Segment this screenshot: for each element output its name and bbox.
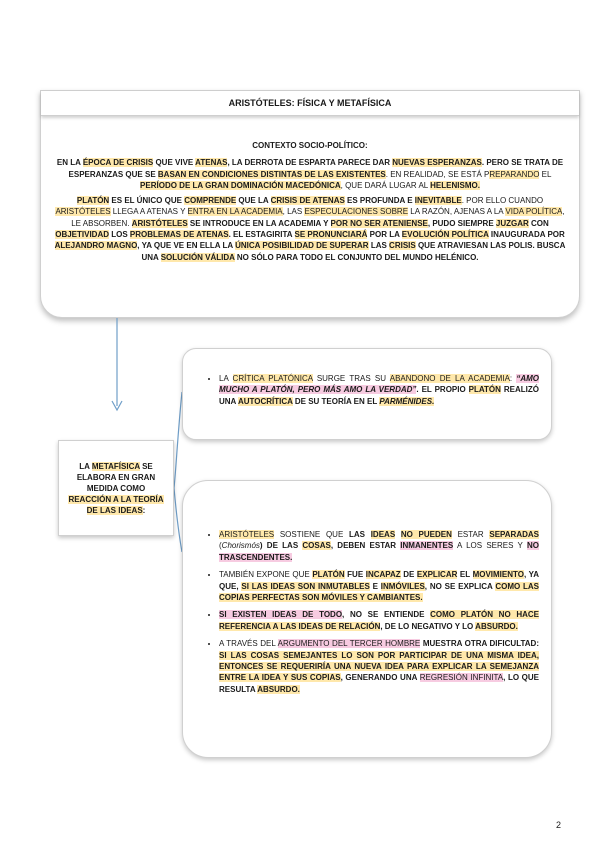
text: , NO SE ENTIENDE: [342, 610, 431, 620]
text: A LOS SERES Y: [453, 541, 527, 551]
metafisica-text: [65, 461, 167, 516]
text: :: [509, 374, 517, 383]
highlight: CRISIS DE ATENAS: [270, 196, 345, 206]
text: POR LA: [367, 230, 402, 240]
text: REALIZÓ UNA: [219, 385, 539, 406]
highlight: SOLUCIÓN VÁLIDA: [160, 252, 235, 262]
highlight: ARGUMENTO DEL TERCER HOMBRE: [277, 639, 421, 649]
text: , YA QUE VE EN ELLA LA: [137, 241, 236, 251]
text: LAS: [368, 241, 390, 251]
highlight: REPARANDO: [489, 169, 540, 179]
text: A TRAVÉS DEL: [219, 639, 278, 649]
context-heading: CONTEXTO SOCIO-POLÍTICO:: [252, 141, 368, 150]
highlight: ATENAS: [195, 158, 228, 168]
text: DE: [400, 570, 417, 580]
text: QUE LA: [236, 196, 271, 206]
text: SOSTIENE QUE: [274, 530, 349, 539]
highlight: REACCIÓN A LA TEORÍA DE LAS IDEAS: [68, 494, 164, 515]
arguments-box: [182, 480, 552, 758]
critique-list: [205, 373, 539, 407]
highlight: ARISTÓTELES: [131, 218, 188, 228]
highlight: COMO PLATÓN NO HACE REFERENCIA A LAS IDEAS DE RELACIÓN: [219, 610, 540, 631]
highlight: INCAPAZ: [365, 570, 401, 580]
highlight: SI EXISTEN IDEAS DE TODO: [219, 610, 343, 620]
highlight: INMANENTES: [400, 541, 454, 551]
highlight: COMPRENDE: [184, 196, 237, 206]
text: , LAS: [282, 207, 305, 217]
highlight: EVOLUCIÓN POLÍTICA: [401, 230, 489, 240]
text: FUE: [344, 570, 366, 580]
text: INAUGURADA POR: [488, 230, 565, 240]
text: LA RAZÓN, AJENAS A LA: [408, 207, 506, 217]
text: MUESTRA OTRA DIFICULTAD:: [420, 639, 540, 649]
highlight: INEVITABLE: [414, 196, 462, 206]
text: QUE VIVE: [153, 158, 196, 168]
highlight: ARISTÓTELES: [219, 530, 275, 539]
highlight: COMO LAS COPIAS PERFECTAS SON MÓVILES Y CAMBIANTES.: [219, 581, 540, 603]
highlight: PERÍODO DE LA GRAN DOMINACIÓN MACEDÓNICA: [140, 180, 341, 190]
highlight: ÚNICA POSIBILIDAD DE SUPERAR: [235, 241, 369, 251]
text: . POR ELLO CUANDO: [461, 196, 544, 206]
text: , YA QUE,: [219, 570, 539, 591]
text: . EL ESTAGIRITA: [228, 230, 295, 240]
highlight: SEPARADAS: [489, 530, 539, 539]
text: . EL PROPIO: [416, 385, 469, 395]
highlight: PARMÉNIDES.: [379, 396, 435, 406]
highlight: NO TRASCENDENTES.: [219, 541, 539, 562]
text: , LO QUE RESULTA: [219, 673, 540, 694]
highlight: PLATÓN: [312, 570, 345, 580]
text: , DEBEN ESTAR: [330, 541, 401, 551]
text: , LE ABSORBEN.: [71, 207, 565, 228]
highlight: OBJETIVIDAD: [55, 230, 110, 240]
text: , QUE DARÁ LUGAR AL: [340, 180, 431, 190]
highlight: ENTRA EN LA ACADEMIA: [187, 207, 283, 217]
highlight: SI LAS COSAS SEMEJANTES LO SON POR PARTICIPAR DE UNA MISMA IDEA, ENTONCES SE REQUERIRÍA UNA NUEVA IDEA PARA EXPLICAR LA SEMEJANZA ENTRE LA IDEA Y SUS COPIAS: [219, 650, 539, 683]
list-item: [219, 609, 539, 632]
text: LOS: [109, 230, 130, 240]
highlight: SI LAS IDEAS SON INMUTABLES: [241, 581, 370, 591]
critique-box: [182, 348, 552, 440]
text: DE SU TEORÍA EN EL: [292, 396, 380, 406]
lower-branch-connector: [174, 488, 182, 552]
highlight: ABSURDO.: [257, 684, 300, 694]
highlight: ARISTÓTELES: [55, 207, 111, 217]
list-item: [219, 638, 539, 695]
text: SE ELABORA EN GRAN MEDIDA COMO: [76, 461, 156, 493]
highlight: ESPECULACIONES SOBRE: [304, 207, 409, 217]
highlight: PROBLEMAS DE ATENAS: [129, 230, 229, 240]
highlight: NO PUEDEN: [400, 530, 452, 539]
highlight: NUEVAS ESPERANZAS: [392, 158, 482, 168]
highlight: JUZGAR: [495, 218, 529, 228]
text: QUE ATRAVIESAN LAS POLIS. BUSCA UNA: [141, 241, 566, 262]
arguments-list: [205, 529, 539, 695]
highlight: IDEAS: [370, 530, 396, 539]
text: LA: [219, 374, 233, 383]
highlight: ALEJANDRO MAGNO: [54, 241, 138, 251]
text: , PUDO SIEMPRE: [427, 218, 496, 228]
upper-branch-connector: [174, 392, 182, 488]
text: EN LA: [56, 158, 83, 168]
list-item: [219, 569, 539, 603]
text: . EN REALIDAD, SE ESTÁ P: [385, 169, 490, 179]
text: (: [219, 541, 222, 551]
highlight: EXPLICAR: [416, 570, 458, 580]
text: ) DE LAS: [259, 541, 303, 551]
text: :: [142, 505, 146, 515]
text: [395, 530, 401, 539]
highlight: REGRESIÓN INFINITA: [419, 673, 504, 683]
metafisica-box: [58, 440, 174, 536]
page-number: 2: [556, 820, 562, 830]
highlight: PLATÓN: [468, 385, 501, 395]
highlight: MOVIMIENTO: [472, 570, 524, 580]
text: EL: [457, 570, 473, 580]
highlight: “AMO MUCHO A PLATÓN, PERO MÁS AMO LA VERDAD”: [219, 374, 540, 395]
list-item: [219, 529, 539, 563]
text: LLEGA A ATENAS Y: [110, 207, 188, 217]
text: E: [369, 581, 381, 591]
text: TAMBIÉN EXPONE QUE: [219, 570, 313, 580]
text: CON: [528, 218, 549, 228]
highlight: HELENISMO.: [430, 180, 480, 190]
text: Chorismós: [221, 541, 260, 551]
text: ESTAR: [451, 530, 490, 539]
highlight: AUTOCRÍTICA: [237, 396, 293, 406]
text: LA: [79, 461, 92, 471]
highlight: METAFÍSICA: [91, 461, 140, 471]
highlight: PLATÓN: [76, 196, 110, 206]
highlight: CRISIS: [389, 241, 416, 251]
highlight: ABANDONO DE LA ACADEMIA: [389, 374, 510, 383]
text: , NO SE EXPLICA: [424, 581, 496, 591]
highlight: ABSURDO.: [475, 621, 518, 631]
text: NO SÓLO PARA TODO EL CONJUNTO DEL MUNDO HELÉNICO.: [234, 252, 479, 262]
text: EL: [539, 169, 552, 179]
highlight: BASAN EN CONDICIONES DISTINTAS DE LAS EXISTENTES: [157, 169, 386, 179]
highlight: POR NO SER ATENIENSE: [330, 218, 428, 228]
highlight: SE PRONUNCIARÁ: [294, 230, 368, 240]
highlight: VIDA POLÍTICA: [505, 207, 563, 217]
text: SE INTRODUCE EN LA ACADEMIA Y: [187, 218, 331, 228]
text: ES PROFUNDA E: [344, 196, 415, 206]
text: , LA DERROTA DE ESPARTA PARECE DAR: [227, 158, 393, 168]
document-title: ARISTÓTELES: FÍSICA Y METAFÍSICA: [41, 91, 579, 116]
text: SURGE TRAS SU: [312, 374, 390, 383]
text: LAS: [349, 530, 371, 539]
text: , DE LO NEGATIVO Y LO: [380, 621, 476, 631]
list-item: [219, 373, 539, 407]
highlight: ÉPOCA DE CRISIS: [82, 158, 154, 168]
highlight: CRÍTICA PLATÓNICA: [232, 374, 313, 383]
highlight: COSAS: [302, 541, 331, 551]
text: ES EL ÚNICO QUE: [109, 196, 185, 206]
highlight: INMÓVILES: [380, 581, 425, 591]
text: , GENERANDO UNA: [340, 673, 420, 683]
text: . PERO SE TRATA DE ESPERANZAS QUE SE: [68, 158, 564, 179]
